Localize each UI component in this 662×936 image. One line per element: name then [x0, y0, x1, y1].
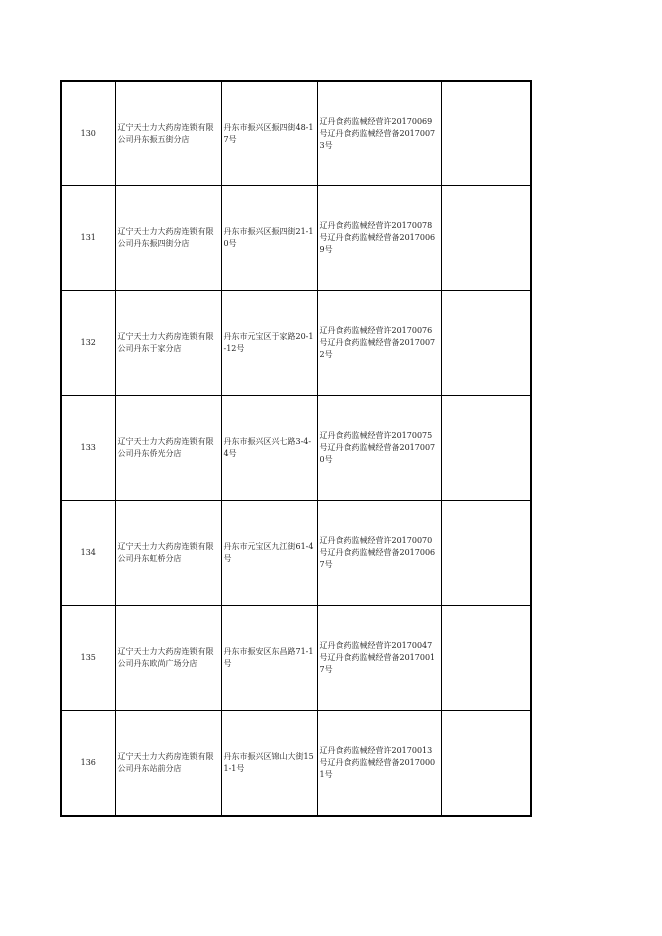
license-number: 辽丹食药监械经营许20170075号辽丹食药监械经营备20170070号: [317, 396, 441, 501]
remark-cell: [441, 396, 531, 501]
table-row: [61, 81, 531, 186]
store-address: 丹东市振兴区锦山大街151-1号: [221, 711, 317, 817]
row-number: 135: [61, 606, 115, 711]
table-row: [61, 711, 531, 817]
license-number: 辽丹食药监械经营许20170047号辽丹食药监械经营备20170017号: [317, 606, 441, 711]
store-address: 丹东市元宝区于家路20-1-12号: [221, 291, 317, 396]
remark-cell: [441, 186, 531, 291]
row-number: 136: [61, 711, 115, 817]
table-row: [61, 186, 531, 291]
row-number: 131: [61, 186, 115, 291]
remark-cell: [441, 81, 531, 186]
row-number: 134: [61, 501, 115, 606]
store-address: 丹东市振安区东昌路71-1号: [221, 606, 317, 711]
license-number: 辽丹食药监械经营许20170078号辽丹食药监械经营备20170069号: [317, 186, 441, 291]
pharmacy-list-table: [60, 80, 532, 817]
table-row: [61, 291, 531, 396]
store-name: 辽宁天士力大药房连锁有限公司丹东振五街分店: [115, 81, 221, 186]
license-number: 辽丹食药监械经营许20170013号辽丹食药监械经营备20170001号: [317, 711, 441, 817]
store-name: 辽宁天士力大药房连锁有限公司丹东振四街分店: [115, 186, 221, 291]
store-name: 辽宁天士力大药房连锁有限公司丹东于家分店: [115, 291, 221, 396]
row-number: 133: [61, 396, 115, 501]
remark-cell: [441, 501, 531, 606]
store-address: 丹东市振兴区兴七路3-4-4号: [221, 396, 317, 501]
table-row: [61, 396, 531, 501]
license-number: 辽丹食药监械经营许20170070号辽丹食药监械经营备20170067号: [317, 501, 441, 606]
license-number: 辽丹食药监械经营许20170076号辽丹食药监械经营备20170072号: [317, 291, 441, 396]
store-address: 丹东市振兴区振四街21-10号: [221, 186, 317, 291]
remark-cell: [441, 711, 531, 817]
store-name: 辽宁天士力大药房连锁有限公司丹东站前分店: [115, 711, 221, 817]
table-row: [61, 501, 531, 606]
table-row: [61, 606, 531, 711]
store-name: 辽宁天士力大药房连锁有限公司丹东欧尚广场分店: [115, 606, 221, 711]
row-number: 132: [61, 291, 115, 396]
remark-cell: [441, 606, 531, 711]
row-number: 130: [61, 81, 115, 186]
remark-cell: [441, 291, 531, 396]
license-number: 辽丹食药监械经营许20170069号辽丹食药监械经营备20170073号: [317, 81, 441, 186]
store-name: 辽宁天士力大药房连锁有限公司丹东侨光分店: [115, 396, 221, 501]
store-address: 丹东市元宝区九江街61-4号: [221, 501, 317, 606]
store-address: 丹东市振兴区振四街48-17号: [221, 81, 317, 186]
store-name: 辽宁天士力大药房连锁有限公司丹东虹桥分店: [115, 501, 221, 606]
